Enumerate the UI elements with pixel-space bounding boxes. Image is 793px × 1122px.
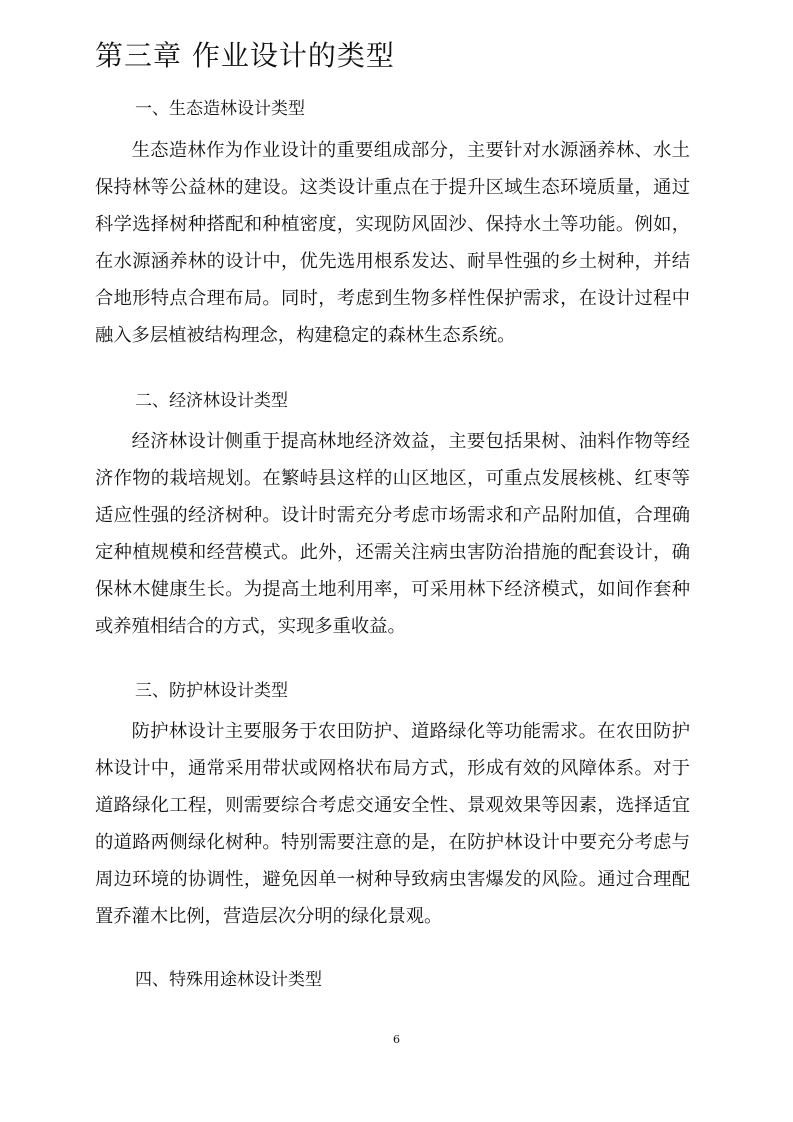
paragraph-ecological: 生态造林作为作业设计的重要组成部分，主要针对水源涵养林、水土保持林等公益林的建设。这类设计重点在于提升区域生态环境质量，通过科学选择树种搭配和种植密度，实现防风固沙、保持水土等功能。例如，在水源涵养林的设计中，优先选用根系发达、耐旱性强的乡土树种，并结合地形特点合理布局。同时，考虑到生物多样性保护需求，在设计过程中融入多层植被结构理念，构建稳定的森林生态系统。 [95,140,690,346]
section-heading-protective: 三、防护林设计类型 [135,681,288,701]
section-heading-economic: 二、经济林设计类型 [135,391,288,411]
page-number: 6 [393,1033,400,1046]
paragraph-protective: 防护林设计主要服务于农田防护、道路绿化等功能需求。在农田防护林设计中，通常采用带状或网格状布局方式，形成有效的风障体系。对于道路绿化工程，则需要综合考虑交通安全性、景观效果等因素，选择适宜的道路两侧绿化树种。特别需要注意的是，在防护林设计中要充分考虑与周边环境的协调性，避免因单一树种导致病虫害爆发的风险。通过合理配置乔灌木比例，营造层次分明的绿化景观。 [95,721,690,927]
chapter-title: 第三章 作业设计的类型 [95,39,395,72]
section-heading-ecological: 一、生态造林设计类型 [135,99,305,119]
section-heading-special-purpose: 四、特殊用途林设计类型 [135,970,322,990]
paragraph-economic: 经济林设计侧重于提高林地经济效益，主要包括果树、油料作物等经济作物的栽培规划。在繁峙县这样的山区地区，可重点发展核桃、红枣等适应性强的经济树种。设计时需充分考虑市场需求和产品附加值，合理确定种植规模和经营模式。此外，还需关注病虫害防治措施的配套设计，确保林木健康生长。为提高土地利用率，可采用林下经济模式，如间作套种或养殖相结合的方式，实现多重收益。 [95,431,690,637]
